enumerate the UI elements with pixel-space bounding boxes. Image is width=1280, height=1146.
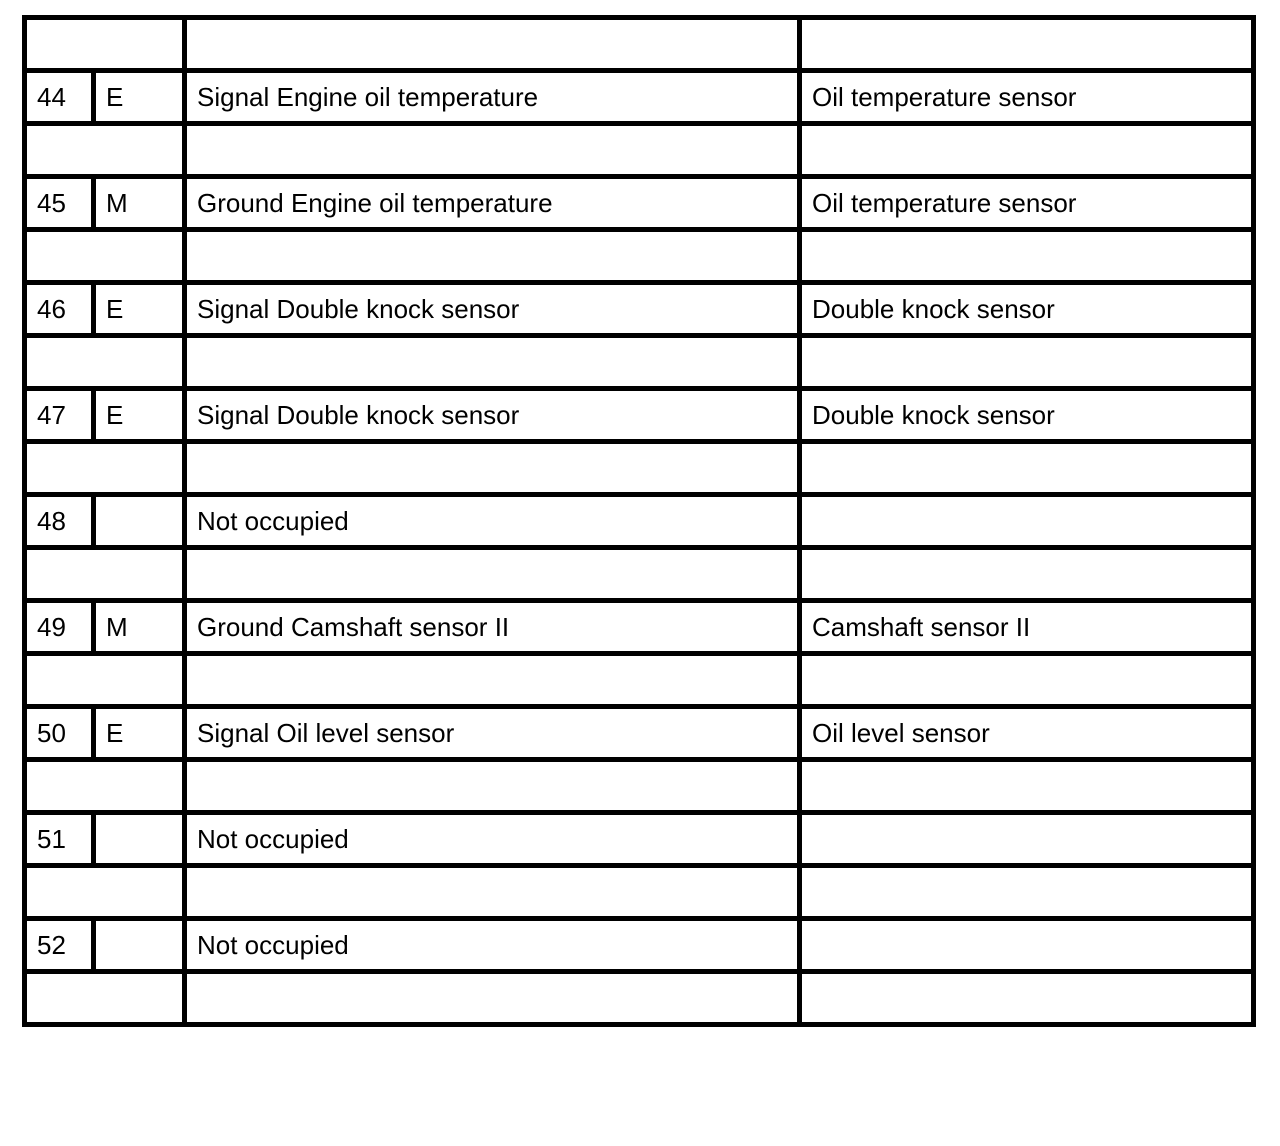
empty-cell: [25, 866, 185, 919]
pin-cell: 44: [25, 71, 94, 124]
function-cell: Ground Camshaft sensor II: [185, 601, 800, 654]
pin-cell: 48: [25, 495, 94, 548]
empty-cell: [185, 442, 800, 495]
pin-cell: 52: [25, 919, 94, 972]
type-cell: E: [94, 71, 185, 124]
function-cell: Not occupied: [185, 495, 800, 548]
empty-cell: [185, 230, 800, 283]
table-row: [25, 919, 1254, 972]
spacer-row: [25, 124, 1254, 177]
table-row: [25, 495, 1254, 548]
empty-cell: [25, 230, 185, 283]
type-cell: E: [94, 283, 185, 336]
spacer-row: [25, 18, 1254, 71]
pin-cell: 50: [25, 707, 94, 760]
component-cell: Double knock sensor: [800, 283, 1254, 336]
empty-cell: [800, 654, 1254, 707]
pin-table-body: [25, 18, 1254, 1025]
function-cell: Not occupied: [185, 919, 800, 972]
table-row: [25, 707, 1254, 760]
spacer-row: [25, 760, 1254, 813]
component-cell: Oil level sensor: [800, 707, 1254, 760]
function-cell: Signal Engine oil temperature: [185, 71, 800, 124]
table-row: [25, 71, 1254, 124]
empty-cell: [185, 336, 800, 389]
empty-cell: [800, 866, 1254, 919]
empty-cell: [25, 972, 185, 1025]
empty-cell: [800, 230, 1254, 283]
empty-cell: [800, 972, 1254, 1025]
type-cell: [94, 495, 185, 548]
empty-cell: [185, 760, 800, 813]
pin-cell: 45: [25, 177, 94, 230]
component-cell: [800, 495, 1254, 548]
empty-cell: [800, 760, 1254, 813]
empty-cell: [25, 336, 185, 389]
empty-cell: [25, 654, 185, 707]
pin-cell: 51: [25, 813, 94, 866]
spacer-row: [25, 866, 1254, 919]
empty-cell: [800, 124, 1254, 177]
spacer-row: [25, 972, 1254, 1025]
empty-cell: [25, 548, 185, 601]
table-row: [25, 601, 1254, 654]
empty-cell: [185, 548, 800, 601]
pin-cell: 46: [25, 283, 94, 336]
empty-cell: [25, 18, 185, 71]
empty-cell: [800, 442, 1254, 495]
function-cell: Signal Double knock sensor: [185, 389, 800, 442]
empty-cell: [800, 336, 1254, 389]
empty-cell: [800, 18, 1254, 71]
component-cell: Oil temperature sensor: [800, 177, 1254, 230]
function-cell: Not occupied: [185, 813, 800, 866]
type-cell: E: [94, 707, 185, 760]
type-cell: [94, 813, 185, 866]
function-cell: Signal Oil level sensor: [185, 707, 800, 760]
empty-cell: [800, 548, 1254, 601]
component-cell: [800, 813, 1254, 866]
empty-cell: [185, 654, 800, 707]
spacer-row: [25, 548, 1254, 601]
pin-cell: 47: [25, 389, 94, 442]
empty-cell: [185, 972, 800, 1025]
component-cell: Double knock sensor: [800, 389, 1254, 442]
pin-assignment-table: [22, 15, 1256, 1027]
component-cell: [800, 919, 1254, 972]
type-cell: E: [94, 389, 185, 442]
empty-cell: [185, 18, 800, 71]
component-cell: Camshaft sensor II: [800, 601, 1254, 654]
table-row: [25, 813, 1254, 866]
spacer-row: [25, 336, 1254, 389]
empty-cell: [185, 124, 800, 177]
type-cell: M: [94, 177, 185, 230]
type-cell: M: [94, 601, 185, 654]
spacer-row: [25, 654, 1254, 707]
empty-cell: [25, 442, 185, 495]
empty-cell: [25, 124, 185, 177]
table-row: [25, 177, 1254, 230]
spacer-row: [25, 230, 1254, 283]
spacer-row: [25, 442, 1254, 495]
table-row: [25, 283, 1254, 336]
component-cell: Oil temperature sensor: [800, 71, 1254, 124]
empty-cell: [185, 866, 800, 919]
empty-cell: [25, 760, 185, 813]
table-row: [25, 389, 1254, 442]
pin-cell: 49: [25, 601, 94, 654]
function-cell: Signal Double knock sensor: [185, 283, 800, 336]
type-cell: [94, 919, 185, 972]
function-cell: Ground Engine oil temperature: [185, 177, 800, 230]
